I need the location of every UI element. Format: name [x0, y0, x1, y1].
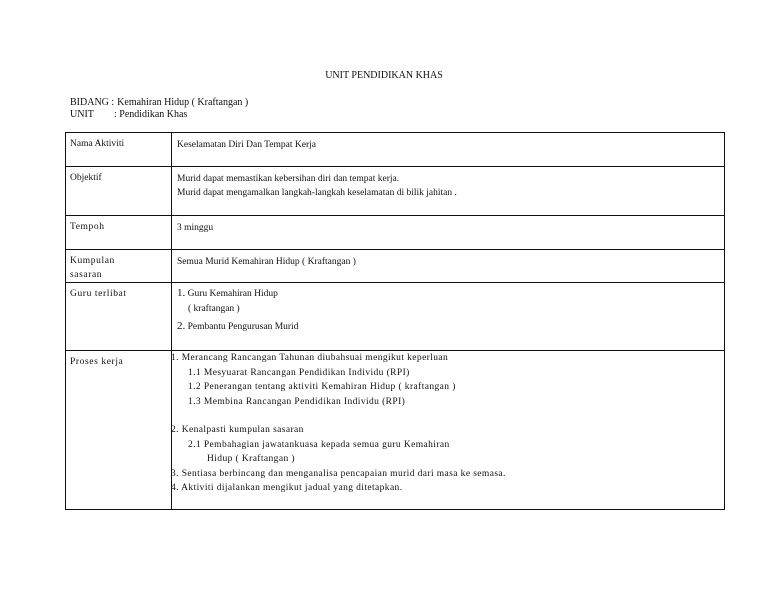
proses-step-1: 1. Merancang Rancangan Tahunan diubahsuai mengikut keperluan: [171, 353, 449, 363]
proses-step-2: 2. Kenalpasti kumpulan sasaran: [171, 425, 304, 435]
label-objektif: Objektif: [66, 167, 172, 216]
guru-item-1-text: Guru Kemahiran Hidup: [187, 289, 278, 299]
label-kumpulan-sasaran: [66, 250, 172, 283]
label-kumpulan: Kumpulan: [70, 256, 115, 266]
row-objektif: [66, 167, 725, 216]
value-objektif: [172, 167, 725, 216]
label-sasaran: sasaran: [70, 270, 103, 280]
proses-step-4: 4. Aktiviti dijalankan mengikut jadual yang ditetapkan.: [171, 483, 403, 493]
meta-label-bidang: BIDANG :: [70, 97, 115, 108]
objektif-line-1: Murid dapat memastikan kebersihan diri dan tempat kerja.: [177, 174, 400, 184]
meta-row-unit: [70, 109, 248, 121]
row-proses-kerja: [66, 351, 725, 510]
meta-label-unit: UNIT: [70, 109, 94, 120]
row-tempoh: [66, 216, 725, 250]
guru-item-1: [177, 285, 724, 302]
proses-step-3: 3. Sentiasa berbincang dan menganalisa pencapaian murid dari masa ke semasa.: [171, 468, 506, 479]
document-meta: [70, 97, 248, 121]
value-proses-kerja: [172, 351, 725, 510]
label-proses-kerja: Proses kerja: [66, 351, 172, 510]
activity-table: [65, 132, 725, 510]
document-title: UNIT PENDIDIKAN KHAS: [325, 70, 443, 81]
row-kumpulan-sasaran: [66, 250, 725, 283]
meta-row-bidang: [70, 97, 248, 109]
objektif-line-2: Murid dapat mengamalkan langkah-langkah keselamatan di bilik jahitan .: [177, 188, 457, 198]
proses-step-2-1-cont: Hidup ( Kraftangan ): [207, 454, 295, 464]
value-tempoh: 3 minggu: [172, 216, 725, 250]
guru-item-2: [177, 316, 724, 337]
guru-item-1-num: 1.: [177, 287, 186, 299]
value-kumpulan-sasaran: Semua Murid Kemahiran Hidup ( Kraftangan ): [172, 250, 725, 283]
value-guru-terlibat: [172, 283, 725, 351]
label-nama-aktiviti: Nama Aktiviti: [66, 133, 172, 167]
proses-step-1-1: 1.1 Mesyuarat Rancangan Pendidikan Individu (RPI): [188, 367, 410, 378]
meta-value-unit: : Pendidikan Khas: [114, 109, 188, 120]
guru-item-2-num: 2.: [177, 320, 186, 332]
guru-item-2-text: Pembantu Pengurusan Murid: [187, 322, 299, 332]
proses-step-1-3: 1.3 Membina Rancangan Pendidikan Individu (RPI): [188, 396, 406, 407]
row-guru-terlibat: [66, 283, 725, 351]
label-guru-terlibat: Guru terlibat: [66, 283, 172, 351]
proses-step-1-2: 1.2 Penerangan tentang aktiviti Kemahiran Hidup ( kraftangan ): [188, 382, 456, 392]
label-tempoh: Tempoh: [66, 216, 172, 250]
proses-step-2-1: 2.1 Pembahagian jawatankuasa kepada semua guru Kemahiran: [188, 439, 450, 450]
proses-spacer: [177, 409, 724, 423]
guru-item-1-sub: ( kraftangan ): [188, 304, 240, 314]
row-nama-aktiviti: [66, 133, 725, 167]
meta-value-bidang: Kemahiran Hidup ( Kraftangan ): [117, 97, 249, 108]
value-nama-aktiviti: Keselamatan Diri Dan Tempat Kerja: [172, 133, 725, 167]
